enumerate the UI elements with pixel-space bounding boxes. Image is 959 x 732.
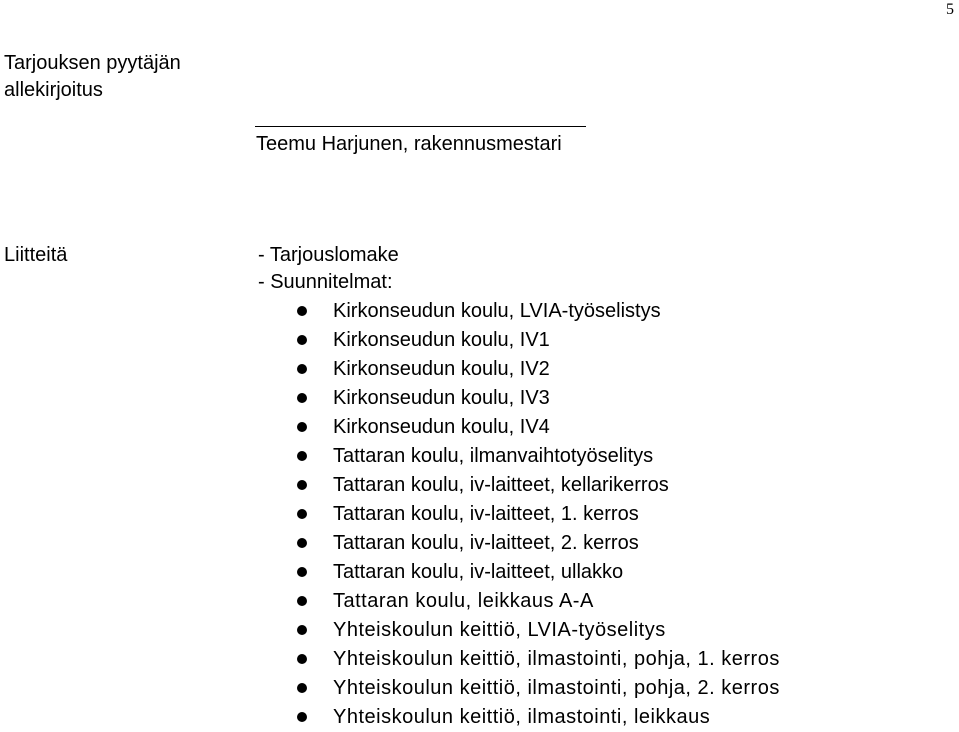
bullet-icon <box>297 480 307 490</box>
signer-label <box>4 50 181 104</box>
bullet-icon <box>297 509 307 519</box>
plan-item-label: Kirkonseudun koulu, IV3 <box>333 387 550 409</box>
bullet-icon <box>297 422 307 432</box>
signer-name: Teemu Harjunen, rakennusmestari <box>256 133 562 155</box>
plan-item-label: Yhteiskoulun keittiö, ilmastointi, pohja, 1. kerros <box>333 648 780 670</box>
plan-item-label: Kirkonseudun koulu, IV4 <box>333 416 550 438</box>
plan-item-label: Tattaran koulu, iv-laitteet, 2. kerros <box>333 532 639 554</box>
bullet-icon <box>297 306 307 316</box>
signer-label-line-2: allekirjoitus <box>4 79 103 101</box>
plan-item-label: Tattaran koulu, leikkaus A-A <box>333 590 594 612</box>
bullet-icon <box>297 625 307 635</box>
page-number: 5 <box>946 1 954 18</box>
bullet-icon <box>297 335 307 345</box>
bullet-icon <box>297 538 307 548</box>
bullet-icon <box>297 683 307 693</box>
attachment-quote-form: - Tarjouslomake <box>258 244 399 266</box>
bullet-icon <box>297 567 307 577</box>
plan-item-label: Tattaran koulu, iv-laitteet, kellarikerros <box>333 474 669 496</box>
bullet-icon <box>297 596 307 606</box>
bullet-icon <box>297 712 307 722</box>
plan-item-label: Kirkonseudun koulu, IV1 <box>333 329 550 351</box>
plan-item-label: Yhteiskoulun keittiö, LVIA-työselitys <box>333 619 666 641</box>
plan-item-label: Yhteiskoulun keittiö, ilmastointi, leikkaus <box>333 706 711 728</box>
plan-item-label: Yhteiskoulun keittiö, ilmastointi, pohja, 2. kerros <box>333 677 780 699</box>
signer-label-line-1: Tarjouksen pyytäjän <box>4 52 181 74</box>
bullet-icon <box>297 451 307 461</box>
bullet-icon <box>297 654 307 664</box>
plan-item-label: Tattaran koulu, ilmanvaihtotyöselitys <box>333 445 654 467</box>
plan-item-label: Tattaran koulu, iv-laitteet, 1. kerros <box>333 503 639 525</box>
signature-line <box>255 126 586 127</box>
bullet-icon <box>297 364 307 374</box>
plan-item-label: Kirkonseudun koulu, IV2 <box>333 358 550 380</box>
plan-item-label: Kirkonseudun koulu, LVIA-työselistys <box>333 300 661 322</box>
attachments-intro <box>258 242 399 296</box>
plan-item-label: Tattaran koulu, iv-laitteet, ullakko <box>333 561 624 583</box>
attachment-plans-heading: - Suunnitelmat: <box>258 271 393 293</box>
bullet-icon <box>297 393 307 403</box>
attachments-label: Liitteitä <box>4 244 68 266</box>
